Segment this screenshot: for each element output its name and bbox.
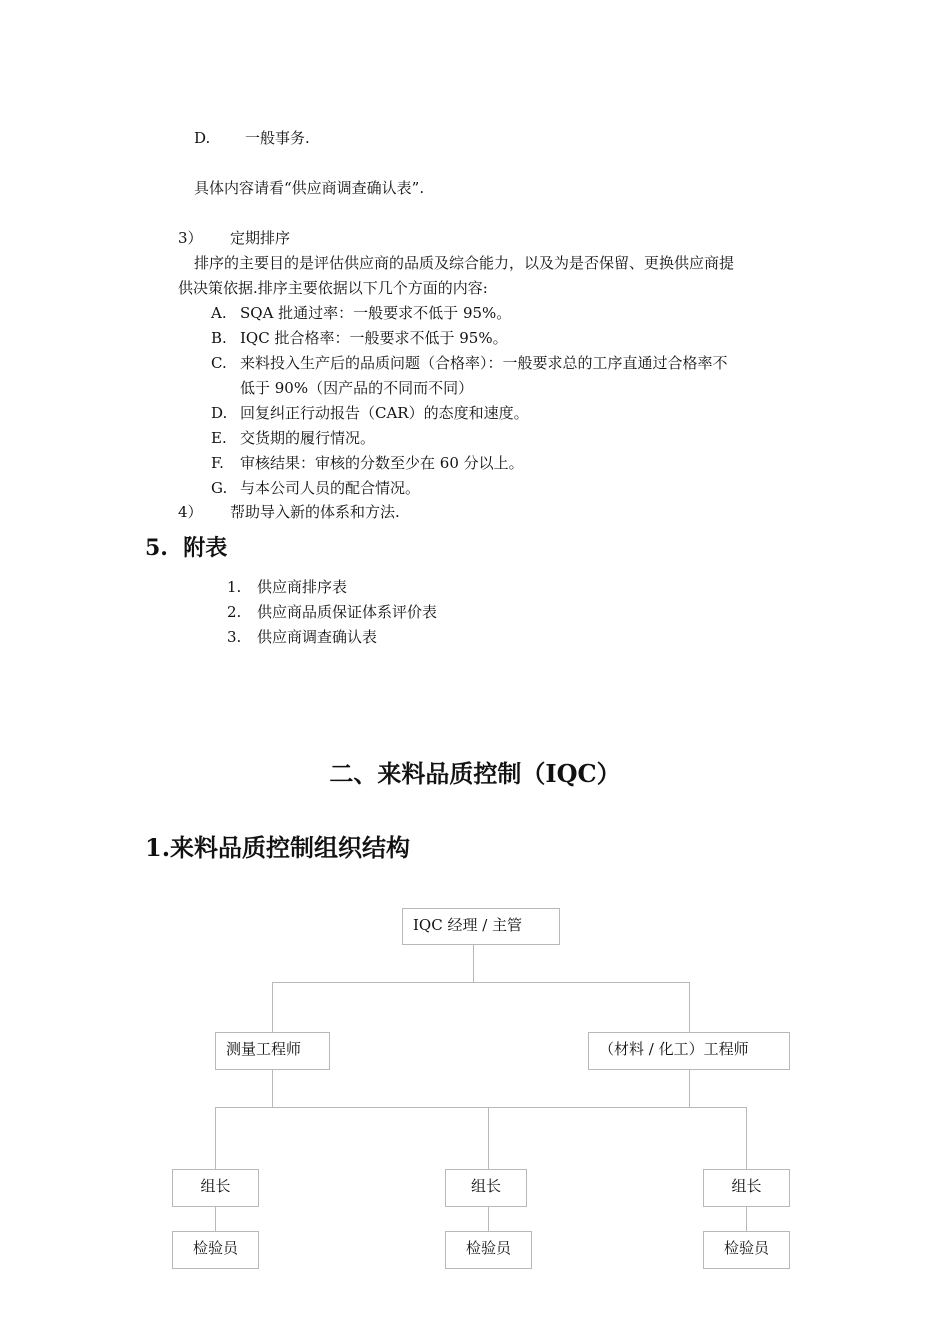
ranking-item-text: IQC 批合格率：一般要求不低于 95%。 [240,329,508,347]
help-marker: 4） [178,503,203,521]
org-box-manager: IQC 经理 / 主管 [402,908,560,945]
org-box-inspector: 检验员 [703,1231,790,1269]
connector-line [488,1206,489,1232]
connector-line [488,1107,489,1169]
appendix-item-text: 供应商排序表 [257,578,348,596]
connector-line [746,1107,747,1169]
ranking-item-text-continued: 低于 90%（因产品的不同而不同） [240,379,474,397]
ranking-item-text: 交货期的履行情况。 [240,429,376,447]
appendix-item-text: 供应商调查确认表 [257,628,378,646]
appendix-item-marker: 1. [227,578,242,596]
ranking-item-text: 审核结果：审核的分数至少在 60 分以上。 [240,454,524,472]
note-survey-form: 具体内容请看“供应商调查确认表”. [194,179,425,197]
connector-line [272,1069,273,1107]
org-box-inspector: 检验员 [172,1231,259,1269]
list-item-general-affairs: 一般事务. [245,129,310,147]
org-box-team-leader: 组长 [703,1169,790,1207]
org-box-team-leader: 组长 [445,1169,527,1207]
ranking-item-marker: B. [211,329,227,347]
appendix-heading: 5. 附表 [145,535,228,561]
ranking-item-marker: D. [211,404,228,422]
connector-line [473,944,474,982]
help-text: 帮助导入新的体系和方法. [230,503,400,521]
connector-line [272,982,690,983]
ranking-item-text: SQA 批通过率：一般要求不低于 95%。 [240,304,512,322]
ranking-marker: 3） [178,229,203,247]
ranking-item-marker: A. [211,304,227,322]
org-box-material-engineer: （材料 / 化工）工程师 [588,1032,790,1070]
appendix-item-marker: 3. [227,628,242,646]
ranking-item-marker: C. [211,354,227,372]
org-box-team-leader: 组长 [172,1169,259,1207]
ranking-item-text: 与本公司人员的配合情况。 [240,479,421,497]
connector-line [215,1107,747,1108]
ranking-intro-line1: 排序的主要目的是评估供应商的品质及综合能力，以及为是否保留、更换供应商提 [194,254,735,272]
connector-line [215,1206,216,1232]
ranking-item-marker: F. [211,454,224,472]
connector-line [689,982,690,1032]
ranking-intro-line2: 供决策依据.排序主要依据以下几个方面的内容: [178,279,488,297]
list-marker-d: D. [194,129,211,147]
ranking-item-text: 回复纠正行动报告（CAR）的态度和速度。 [240,404,529,422]
chapter-title: 二、来料品质控制（IQC） [329,759,621,788]
ranking-title: 定期排序 [230,229,291,247]
connector-line [272,982,273,1032]
connector-line [746,1206,747,1232]
org-box-inspector: 检验员 [445,1231,532,1269]
ranking-item-marker: E. [211,429,227,447]
ranking-item-text: 来料投入生产后的品质问题（合格率）：一般要求总的工序直通过合格率不 [240,354,728,372]
section-title: 1.来料品质控制组织结构 [145,833,411,862]
connector-line [689,1069,690,1107]
ranking-item-marker: G. [211,479,228,497]
org-box-measurement-engineer: 测量工程师 [215,1032,330,1070]
appendix-item-text: 供应商品质保证体系评价表 [257,603,438,621]
appendix-item-marker: 2. [227,603,242,621]
connector-line [215,1107,216,1169]
